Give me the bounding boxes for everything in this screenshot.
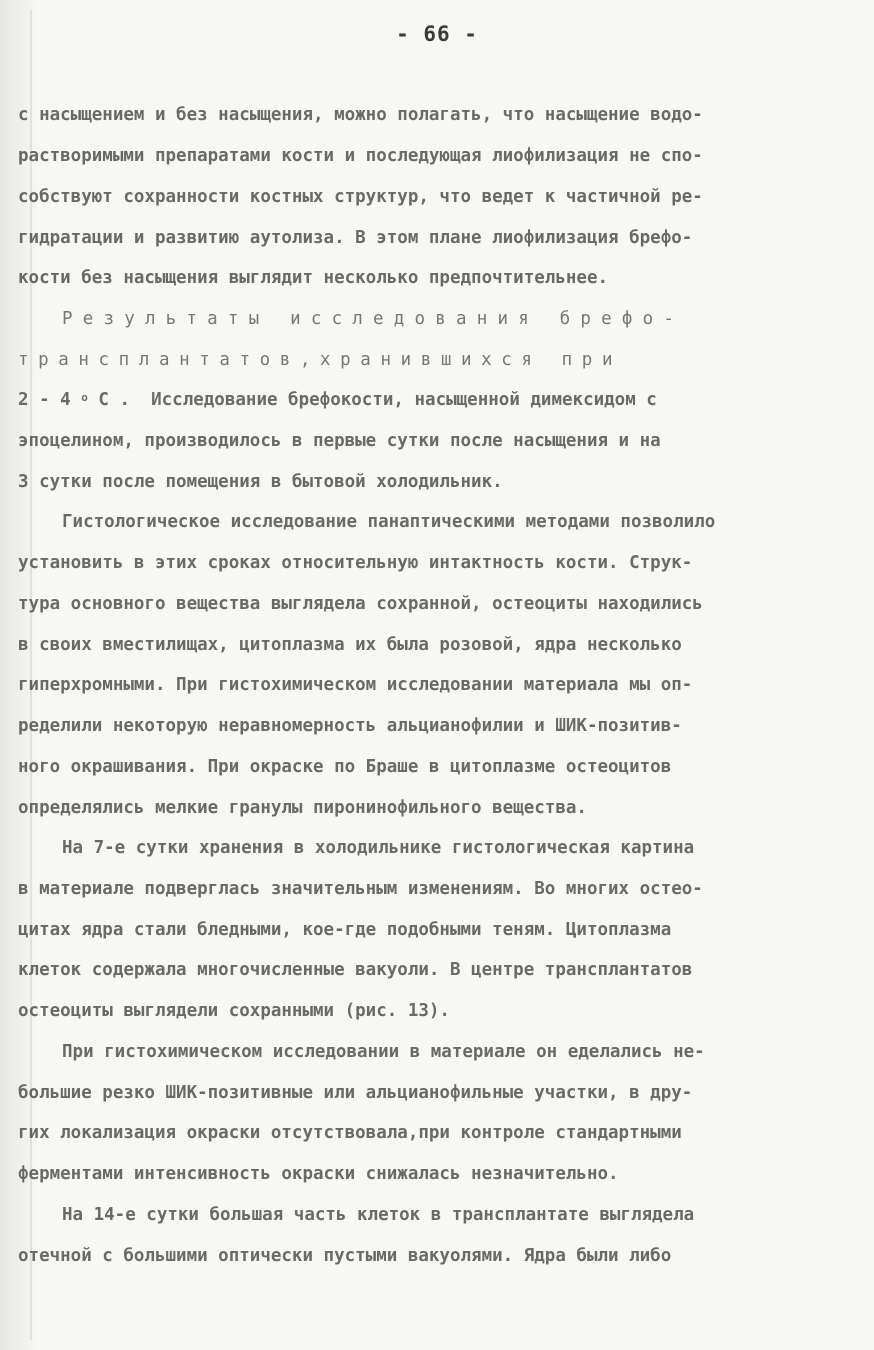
text-line: определялись мелкие гранулы пиронинофильного вещества. <box>18 798 587 818</box>
text-line: кости без насыщения выглядит несколько предпочтительнее. <box>18 268 609 288</box>
text-line: клеток содержала многочисленные вакуоли. В центре трансплантатов <box>18 960 693 980</box>
section-heading-line: Результаты исследования брефо- <box>62 309 685 329</box>
text-line: гидратации и развитию аутолиза. В этом плане лиофилизация брефо- <box>18 228 693 248</box>
text-line: При гистохимическом исследовании в материале он еделались не- <box>62 1042 705 1062</box>
text-line: ного окрашивания. При окраске по Браше в цитоплазме остеоцитов <box>18 757 672 777</box>
text-line: На 7-е сутки хранения в холодильнике гистологическая картина <box>62 838 695 858</box>
text-line: ферментами интенсивность окраски снижалась незначительно. <box>18 1164 619 1184</box>
text-line: 3 сутки после помещения в бытовой холодильник. <box>18 472 503 492</box>
section-heading-line: трансплантатов,хранившихся при <box>18 350 623 370</box>
text-line: собствуют сохранности костных структур, что ведет к частичной ре- <box>18 187 703 207</box>
text-line: с насыщением и без насыщения, можно полагать, что насыщение водо- <box>18 105 703 125</box>
temperature-range: 2 - 4 <box>18 390 71 410</box>
text-line: тура основного вещества выглядела сохранной, остеоциты находились <box>18 594 703 614</box>
text-line: растворимыми препаратами кости и последующая лиофилизация не спо- <box>18 146 703 166</box>
text-line: большие резко ШИК-позитивные или альцианофильные участки, в дру- <box>18 1083 693 1103</box>
text-line <box>18 388 657 412</box>
text-line: установить в этих сроках относительную интактность кости. Струк- <box>18 553 693 573</box>
temperature-unit: С . <box>98 390 131 410</box>
text-segment: Исследование брефокости, насыщенной димексидом с <box>151 390 657 410</box>
degree-mark: о <box>81 391 88 404</box>
text-line: гих локализация окраски отсутствовала,при контроле стандартными <box>18 1123 682 1143</box>
text-line: цитах ядра стали бледными, кое-где подобными теням. Цитоплазма <box>18 920 672 940</box>
text-line: Гистологическое исследование панаптическими методами позволило <box>62 512 716 532</box>
text-line: эпоцелином, производилось в первые сутки после насыщения и на <box>18 431 661 451</box>
text-line: остеоциты выглядели сохранными (рис. 13). <box>18 1001 450 1021</box>
text-line: отечной с большими оптически пустыми вакуолями. Ядра были либо <box>18 1246 672 1266</box>
text-line: На 14-е сутки большая часть клеток в трансплантате выглядела <box>62 1205 695 1225</box>
text-line: гиперхромными. При гистохимическом исследовании материала мы оп- <box>18 675 693 695</box>
text-line: в материале подверглась значительным изменениям. Во многих остео- <box>18 879 703 899</box>
page-number: - 66 - <box>396 22 478 46</box>
text-line: ределили некоторую неравномерность альцианофилии и ШИК-позитив- <box>18 716 682 736</box>
text-line: в своих вместилищах, цитоплазма их была розовой, ядра несколько <box>18 635 682 655</box>
